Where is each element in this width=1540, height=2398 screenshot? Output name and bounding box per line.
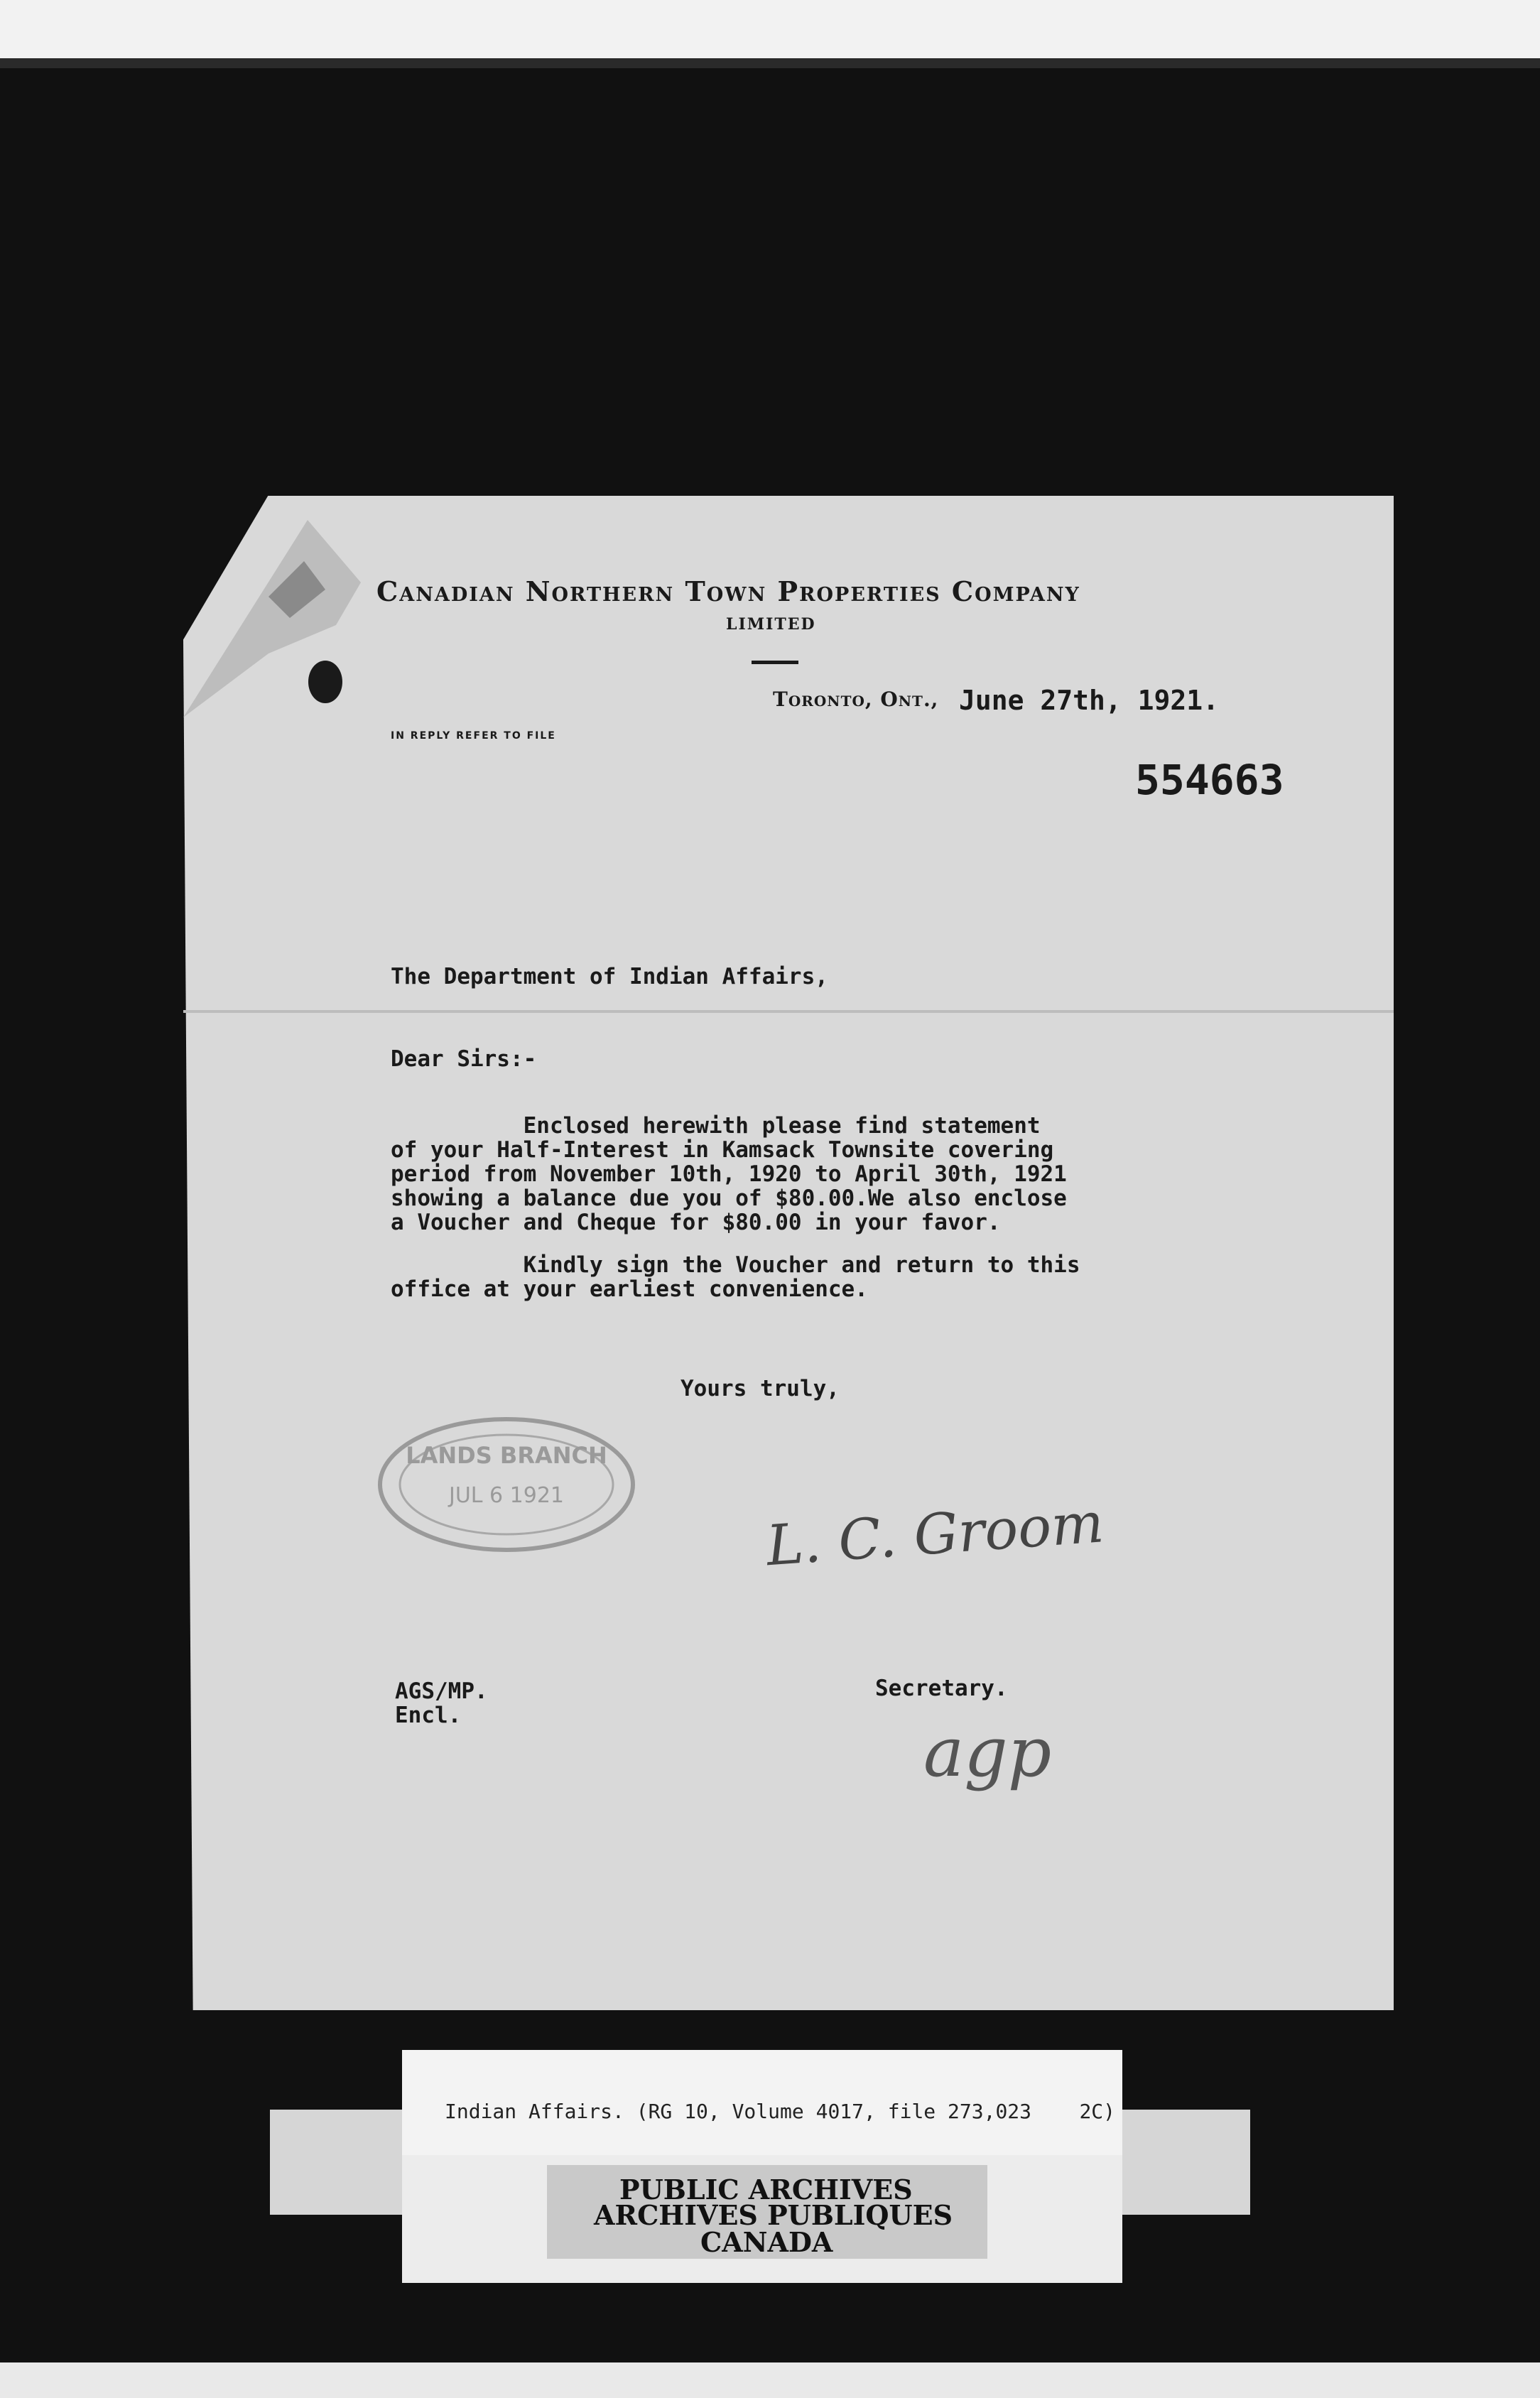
initials-line: Encl. <box>395 1703 462 1728</box>
folded-corner <box>183 511 375 725</box>
company-name: Canadian Northern Town Properties Company <box>376 575 1080 607</box>
film-top-edge <box>0 0 1540 68</box>
signature-text: L. C. Groom <box>764 1491 1106 1579</box>
signature <box>760 1477 1106 1598</box>
paragraph-1 <box>391 1114 1067 1235</box>
closing: Yours truly, <box>680 1376 840 1401</box>
paragraph-line: a Voucher and Cheque for $80.00 in your favor. <box>391 1210 1001 1235</box>
initials-line: AGS/MP. <box>395 1678 488 1704</box>
archive-reference: Indian Affairs. (RG 10, Volume 4017, file 273,023 2C) <box>445 2100 1116 2123</box>
paragraph-2 <box>391 1253 1080 1301</box>
company-limited: LIMITED <box>726 615 816 634</box>
letterhead-rule <box>752 661 798 664</box>
letter-city: Toronto, Ont., <box>773 688 939 711</box>
handwritten-initials <box>916 1713 1058 1818</box>
fold-line <box>183 1010 1394 1013</box>
film-bottom-edge <box>0 2362 1540 2398</box>
archive-line-1: PUBLIC ARCHIVES <box>619 2174 913 2206</box>
paragraph-line: showing a balance due you of $80.00.We also enclose <box>391 1186 1067 1211</box>
reply-reference: IN REPLY REFER TO FILE <box>391 730 556 742</box>
paragraph-line: of your Half-Interest in Kamsack Townsite covering <box>391 1137 1054 1163</box>
stamp-line-2: JUL 6 1921 <box>448 1483 565 1508</box>
paragraph-line: Enclosed herewith please find statement <box>391 1113 1041 1139</box>
paragraph-line: office at your earliest convenience. <box>391 1276 868 1302</box>
paragraph-line: Kindly sign the Voucher and return to this <box>391 1252 1080 1278</box>
archive-line-3: CANADA <box>700 2226 833 2258</box>
stamp-line-1: LANDS BRANCH <box>406 1442 607 1469</box>
salutation: Dear Sirs:- <box>391 1046 537 1072</box>
archive-line-2: ARCHIVES PUBLIQUES <box>594 2199 953 2231</box>
file-number: 554663 <box>1135 756 1284 804</box>
paragraph-line: period from November 10th, 1920 to April 30th, 1921 <box>391 1161 1067 1187</box>
addressee: The Department of Indian Affairs, <box>391 964 828 989</box>
received-stamp <box>375 1414 638 1556</box>
initial-mark-text: agp <box>923 1713 1052 1792</box>
signatory-title: Secretary. <box>875 1676 1008 1701</box>
typist-initials <box>395 1679 488 1727</box>
letter-date: June 27th, 1921. <box>959 685 1220 716</box>
